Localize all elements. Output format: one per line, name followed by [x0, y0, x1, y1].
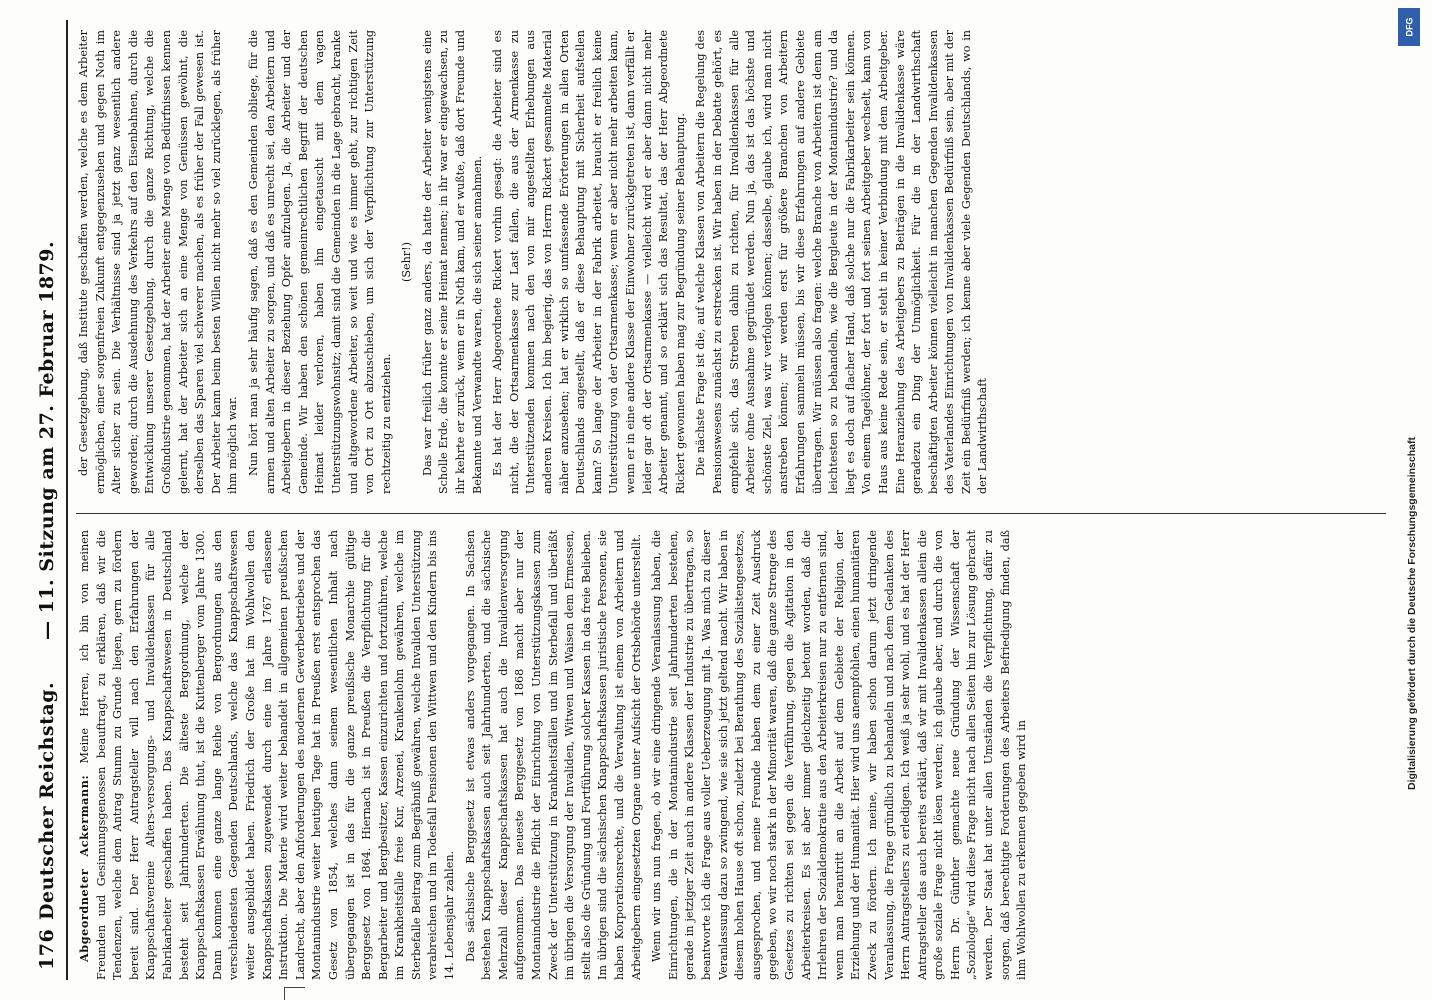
paragraph: Wenn wir uns nun fragen, ob wir eine dringende Veranlassung haben, die Einrichtungen, die in der Montanindustrie seit Jahrhunderten bestehen, gerade in jetziger Zeit auch in andere Klassen der Industrie zu übertragen, so beantworte ich die Frage aus voller Ueberzeugung mit Ja. Was mich zu dieser Veranlassung dazu so zwingend, wie sie sich jetzt geltend macht. Wir haben in diesem hohen Hause oft schon, zuletzt bei Berathung des Sozialistengesetzes, ausgesprochen, und meine Freunde haben dem zu einer Zeit Ausdruck gegeben, wo wir noch stark in der Minorität waren, daß die ganze Strenge des Gesetzes zu richten sei gegen die Verführung, gegen die Agitation in den Arbeiterkreisen. Es ist aber immer gleichzeitig betont worden, daß die Irrlehren der Sozialdemokratie aus den Arbeiterkreisen nur zu entfernen sind, wenn man herantritt an die Arbeit auf dem Gebiete der Religion, der Erziehung und der Humanität. Hier wird uns anempfohlen, einen humanitären Zweck zu fördern. Ich meine, wir haben schon darum jetzt dringende Veranlassung, die Frage gründlich zu behandeln und nach dem Gedanken des Herrn Antragstellers zu erledigen. Ich weiß ja sehr wohl, und es hat der Herr Antragsteller das auch bereits erklärt, daß wir mit Invalidenkassen allein die große soziale Frage nicht lösen werden; ich glaube aber, und durch die von Herrn Dr. Günther gemachte neue Gründung der Wissenschaft der „Soziologie“ wird diese Frage nicht nach allen Seiten hin zur Lösung gebracht werden. Der Staat hat unter allen Umständen die Verpflichtung, dafür zu sorgen, daß berechtigte Forderungen des Arbeiters Befriedigung finden, daß ihm Wohlwollen zu erkennen gegeben wird in: [650, 530, 1029, 980]
rotated-sheet: [36, 20, 1396, 980]
paragraph: Das war freilich früher ganz anders, da hatte der Arbeiter wenigstens eine Scholle Erde, die konnte er seine Heimat nennen; in ihr war er eingewachsen, zu ihr kehrte er zurück, wenn er in Noth kam, und er wußte, daß dort Freunde und Bekannte und Verwandte waren, die sich seiner annahmen.: [420, 30, 484, 494]
credit-text: Digitalisierung gefördert durch die Deutsche Forschungsgemeinschaft: [1406, 437, 1418, 790]
page-header: [36, 30, 62, 970]
scan-corner-mark: [284, 987, 305, 1000]
session-title: — 11. Sitzung am 27. Februar 1879.: [36, 240, 58, 640]
dfg-logo-icon: DFG: [1398, 8, 1420, 46]
paragraph: Nun hört man ja sehr häufig sagen, daß es den Gemeinden obliege, für die armen und alten Arbeiter zu sorgen, und daß es unrecht sei, den Arbeitern und Arbeitgebern in dieser Beziehung Opfer aufzulegen. Ja, die Arbeiter und der Gemeinde. Wir haben den schönen gemeinrechtlichen Begriff der deutschen Heimat leider verloren, haben ihn eingetauscht mit dem vagen Unterstützungswohnsitz; damit sind die Gemeinden in die Lage gebracht, kranke und altgewordene Arbeiter, so weit und wie es immer geht, zur richtigen Zeit von Ort zu Ort abzuschieben, um sich der Verpflichtung zur Unterstützung rechtzeitig zu entziehen.: [246, 30, 393, 494]
paragraph: der Gesetzgebung, daß Institute geschaffen werden, welche es dem Arbeiter ermöglichen, einer sorgenfreien Zukunft entgegenzusehen und gegen Noth im Alter sicher zu sein. Die Verhältnisse sind ja jetzt ganz wesentlich andere geworden; durch die Ausdehnung des Verkehrs auf den Eisenbahnen, durch die Entwicklung unserer Gesetzgebung, durch die ganze Richtung, welche die Großindustrie genommen, hat der Arbeiter eine Menge von Bedürfnissen kennen gelernt, hat der Arbeiter sich an eine Menge von Genüssen gewöhnt, die derselben das Sparen viel schwerer machen, als es früher der Fall gewesen ist. Der Arbeiter kann beim besten Willen nicht mehr so viel zurücklegen, als früher ihm möglich war.: [77, 30, 240, 494]
header-rule: [66, 20, 68, 980]
digitization-credit: [1396, 0, 1426, 1000]
column-divider: [76, 513, 1386, 514]
page-number: 176: [36, 928, 58, 970]
interjection: (Sehr!): [400, 241, 414, 283]
paragraph: Es hat der Herr Abgeordnete Rickert vorhin gesagt: die Arbeiter sind es nicht, die der Ortsarmenkasse zur Last fallen, die aus der Armenkasse zu Unterstützenden kommen nach den von mir angestellten Erhebungen aus anderen Kreisen. Ich bin begierig, das von Herrn Rickert gesammelte Material näher anzusehen; hat er wirklich so umfassende Erörterungen in allen Orten Deutschlands angestellt, daß er diese Behauptung mit Sicherheit aufstellen kann? So lange der Arbeiter in der Fabrik arbeitet, braucht er freilich keine Unterstützung von der Ortsarmenkasse; wenn er aber nicht mehr arbeiten kann, wenn er in eine andere Klasse der Einwohner zurückgetreten ist, dann verfällt er leider gar oft der Ortsarmenkasse — vielleicht wird er aber dann nicht mehr Arbeiter genannt, und so erklärt sich das Resultat, das der Herr Abgeordnete Rickert gewonnen haben mag zur Begründung seiner Behauptung.: [491, 30, 687, 494]
paragraph-text: Meine Herren, ich bin von meinen Freunden und Gesinnungsgenossen beauftragt, zu erklären, daß wir die Tendenzen, welche dem Antrag Stumm zu Grunde liegen, gern zu fördern bereit sind. Der Herr Antragsteller will nach den Erfahrungen der Knappschaftsvereine Alters-versorgungs- und Invalidenkassen für alle Fabrikarbeiter geschaffen haben. Das Knappschaftswesen in Deutschland besteht seit Jahrhunderten. Die älteste Bergordnung, welche der Knappschaftskassen Erwähnung thut, ist die Kuttenberger vom Jahre 1300. Dann kommen eine ganze lange Reihe von Bergordnungen aus den verschiedensten Gegenden Deutschlands, welche das Knappschaftswesen weiter ausgebildet haben. Friedrich der Große hat im Wohlwollen den Knappschaftskassen zugewendet durch eine im Jahre 1767 erlassene Instruktion. Die Materie wird weiter behandelt in allgemeinen preußischen Landrecht, aber den Anforderungen des modernen Gewerbebetriebes und der Montanindustrie weiter heutigen Tage hat in Preußen erst entsprochen das Gesetz von 1854, welches dann seinem wesentlichen Inhalt nach übergegangen ist in das für die ganze preußische Monarchie gültige Berggesetz von 1864. Hiernach ist in Preußen die Verpflichtung für die Bergarbeiter und Bergbesitzer, Kassen einzurichten und fortzuführen, welche im Krankheitsfalle freie Kur, Arzenei, Krankenlohn gewähren, welche im Sterbefalle Beitrag zum Begräbniß gewähren, welche Invaliden Unterstützung verabreichen und im Todesfall Pensionen den Wittwen und den Kindern bis ins 14. Lebensjahr zahlen.: [78, 530, 457, 980]
paragraph: [76, 530, 459, 980]
left-column: [76, 530, 1386, 980]
paragraph: Das sächsische Berggesetz ist etwas anders vorgegangen. In Sachsen bestehen Knappschaftskassen auch seit Jahrhunderten, und die sächsische Mehrzahl dieser Knappschaftskassen hat auch die Invalidenversorgung aufgenommen. Das neueste Berggesetz von 1868 macht aber nur der Montanindustrie die Pflicht der Einrichtung von Unterstützungskassen zum Zweck der Unterstützung in Krankheitsfällen und im Sterbefall und überläßt im übrigen die Versorgung der Invaliden, Witwen und Waisen dem Ermessen, stellt also die Gründung und Fortführung solcher Kassen in das freie Belieben. Im übrigen sind die sächsischen Knappschaftskassen juristische Personen, sie haben Korporationsrechte, und die Verwaltung ist einem von Arbeitern und Arbeitgebern eingesetzten Organe unter Aufsicht der Ortsbehörde unterstellt.: [463, 530, 643, 980]
speaker-name: Abgeordneter Ackermann:: [77, 774, 91, 962]
right-column: [76, 30, 1386, 494]
publication-title: Deutscher Reichstag.: [36, 681, 58, 920]
paragraph: Die nächste Frage ist die, auf welche Klassen von Arbeitern die Regelung des Pensionswesens zunächst zu erstrecken ist. Wir haben in der Debatte gehört, es empfehle sich, das Streben dahin zu richten, für Invalidenkassen für alle Arbeiter ohne Ausnahme gegründet werden. Nun ja, das ist das höchste und schönste Ziel, was wir verfolgen können; dasselbe, glaube ich, wird man nicht anstreben können; wir werden erst für größere Branchen von Arbeitern Erfahrungen sammeln müssen, bis wir diese Erfahrungen auf andere Gebiete übertragen. Wir müssen also fragen: welche Branche von Arbeitern ist denn am leichtesten so zu behandeln, wie die Bergleute in der Montanindustrie? und da liegt es doch auf flacher Hand, daß solche nur die Fabrikarbeiter sein können. Von einem Tagelöhner, der fort und fort seinen Arbeitgeber wechselt, kann von Haus aus keine Rede sein, er steht in keiner Verbindung mit dem Arbeitgeber. Eine Heranziehung des Arbeitgebers zu Beiträgen in die Invalidenkasse wäre geradezu ein Ding der Unmöglichkeit. Für die in der Landwirthschaft beschäftigten Arbeiter können vielleicht in manchen Gegenden Invalidenkassen des Vaterlandes Einrichtungen von Invalidenkassen Bedürfniß sein, aber mit der Zeit ein Bedürfniß werden; ich kenne aber viele Gegenden Deutschlands, wo in der Landwirthschaft: [694, 30, 990, 494]
